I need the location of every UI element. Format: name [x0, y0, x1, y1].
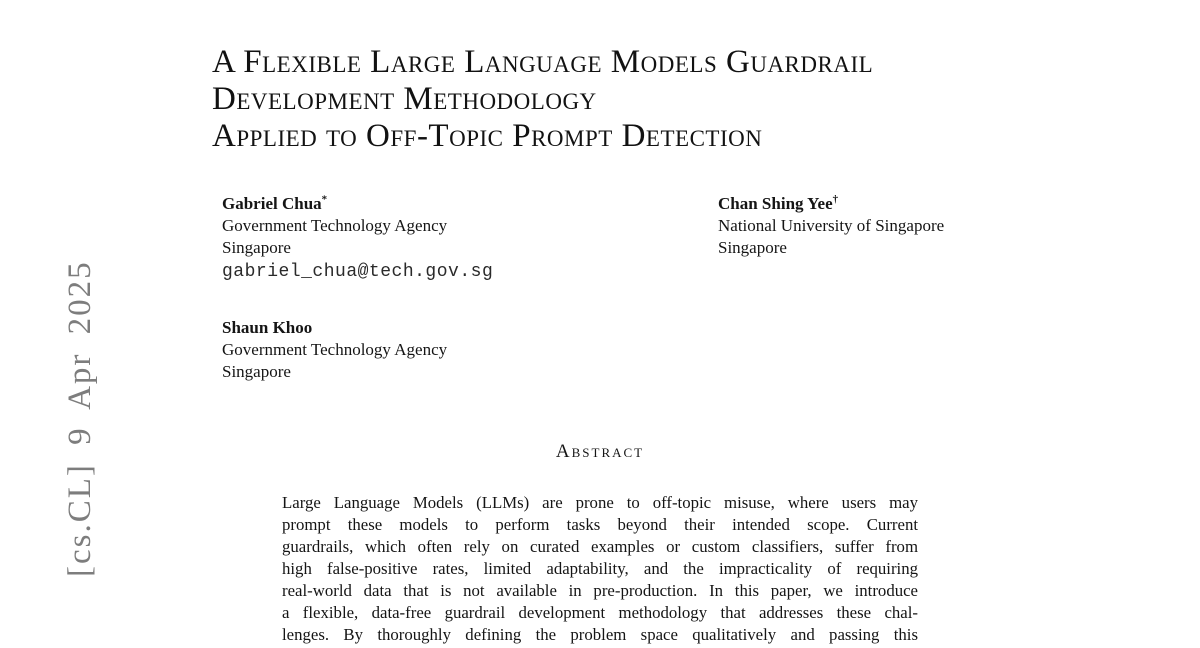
author-affiliation: Government Technology Agency	[222, 340, 448, 359]
author-name-text: Shaun Khoo	[222, 318, 313, 337]
author-city: Singapore	[222, 238, 291, 257]
author-email: gabriel_chua@tech.gov.sg	[222, 262, 494, 282]
title-line-1: A Flexible Large Language Models Guardrail	[212, 44, 874, 80]
arxiv-watermark-text: [cs.CL] 9 Apr 2025	[62, 260, 98, 577]
abstract-text	[282, 492, 918, 646]
author-city: Singapore	[222, 362, 291, 381]
abstract-line: guardrails, which often rely on curated examples or custom classifiers, suffer from	[282, 537, 918, 556]
author-footnote-marker: *	[321, 193, 328, 206]
author-name	[222, 193, 493, 215]
abstract-line: high false-positive rates, limited adaptability, and the impracticality of requiring	[282, 559, 918, 578]
arxiv-watermark	[20, 260, 140, 648]
author-block-chan-shing-yee	[718, 193, 944, 259]
title-line-2: Development Methodology	[212, 81, 597, 117]
paper-title	[212, 44, 873, 155]
author-affiliation: Government Technology Agency	[222, 216, 448, 235]
author-footnote-marker: †	[832, 193, 839, 206]
abstract-line: lenges. By thoroughly defining the problem space qualitatively and passing this	[282, 625, 918, 644]
author-affiliation: National University of Singapore	[718, 216, 945, 235]
author-block-gabriel-chua	[222, 193, 493, 283]
abstract-line: Large Language Models (LLMs) are prone to off-topic misuse, where users may	[282, 493, 918, 512]
abstract-line: prompt these models to perform tasks beyond their intended scope. Current	[282, 515, 918, 534]
author-name	[718, 193, 944, 215]
author-name-text: Chan Shing Yee	[718, 194, 833, 213]
author-name-text: Gabriel Chua	[222, 194, 322, 213]
author-block-shaun-khoo	[222, 317, 447, 383]
abstract-heading: Abstract	[555, 441, 645, 462]
abstract-line: a flexible, data-free guardrail development methodology that addresses these chal-	[282, 603, 918, 622]
abstract-line: real-world data that is not available in pre-production. In this paper, we introduce	[282, 581, 918, 600]
author-name	[222, 317, 447, 339]
title-line-3: Applied to Off-Topic Prompt Detection	[212, 118, 763, 154]
author-city: Singapore	[718, 238, 787, 257]
